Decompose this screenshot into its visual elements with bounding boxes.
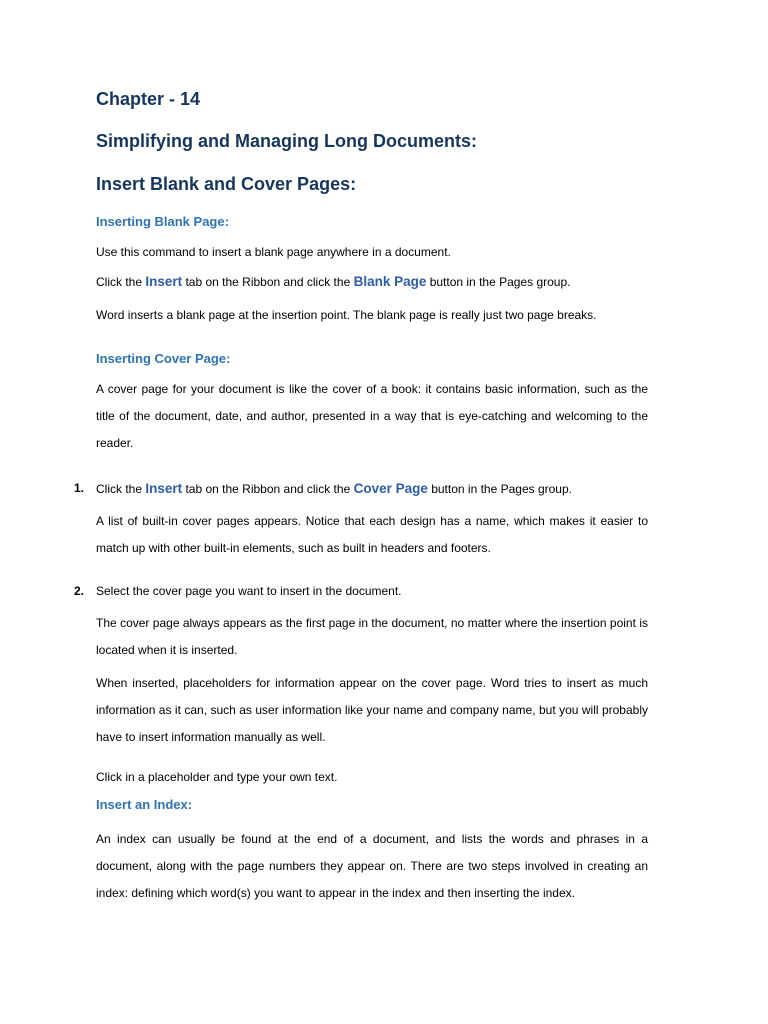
blank-page-step: Click the Insert tab on the Ribbon and click the Blank Page button in the Pages group.: [96, 274, 571, 289]
insert-index-heading: Insert an Index:: [96, 797, 193, 812]
blank-page-button-keyword: Blank Page: [353, 274, 427, 289]
step-2-note-placeholders: When inserted, placeholders for information appear on the cover page. Word tries to insert as much information as it can, such as user information like your name and company name, but you will probably have to insert information manually as well.: [96, 676, 648, 744]
step-2-note-placement: The cover page always appears as the first page in the document, no matter where the insertion point is located when it is inserted.: [96, 616, 648, 657]
insert-index-intro: An index can usually be found at the end of a document, and lists the words and phrases in a document, along with the page numbers they appear on. There are two steps involved in creating an index: defining which word(s) you want to appear in the index and then inserting the index.: [96, 832, 648, 900]
cover-page-step-1: Click the Insert tab on the Ribbon and click the Cover Page button in the Pages group.: [96, 481, 572, 496]
cover-page-step-2: Select the cover page you want to insert in the document.: [96, 584, 402, 598]
blank-page-note: Word inserts a blank page at the insertion point. The blank page is really just two page breaks.: [96, 308, 597, 322]
insert-tab-keyword: Insert: [145, 274, 183, 289]
step-number-2: 2.: [74, 584, 85, 598]
insert-tab-keyword: Insert: [145, 481, 183, 496]
cover-page-button-keyword: Cover Page: [353, 481, 428, 496]
blank-page-heading: Inserting Blank Page:: [96, 214, 229, 229]
long-documents-heading: Simplifying and Managing Long Documents:: [96, 131, 477, 151]
chapter-title: Chapter - 14: [96, 89, 201, 109]
cover-page-heading: Inserting Cover Page:: [96, 351, 231, 366]
blank-page-intro: Use this command to insert a blank page anywhere in a document.: [96, 245, 451, 259]
cover-page-intro: A cover page for your document is like the cover of a book: it contains basic information, such as the title of the document, date, and author, presented in a way that is eye-catching and welcoming to the reader.: [96, 382, 648, 450]
insert-pages-heading: Insert Blank and Cover Pages:: [96, 174, 357, 194]
step-number-1: 1.: [74, 481, 85, 495]
step-2-note-type-text: Click in a placeholder and type your own text.: [96, 770, 338, 784]
step-1-note: A list of built-in cover pages appears. Notice that each design has a name, which makes it easier to match up with other built-in elements, such as built in headers and footers.: [96, 514, 648, 555]
